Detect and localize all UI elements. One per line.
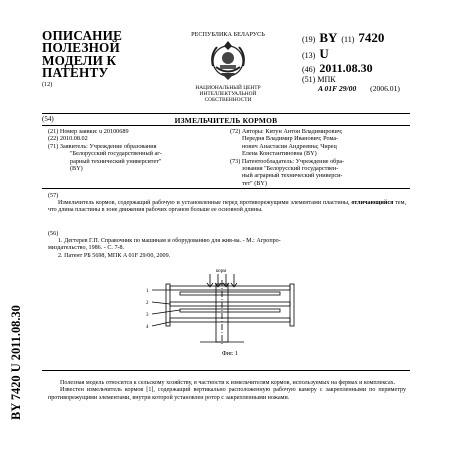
code-56: (56) <box>48 230 59 237</box>
code-12: (12) <box>42 81 53 88</box>
patent-number: 7420 <box>358 30 385 45</box>
meta-line: ный аграрный технический универси- <box>242 172 343 180</box>
claim-text <box>48 200 406 215</box>
callout-label: 3 <box>146 313 149 318</box>
code-51: (51) <box>302 75 316 84</box>
meta-line: (22) 2010.08.02 <box>48 135 88 143</box>
meta-line: рарный технический университет" <box>70 157 162 165</box>
code-54: (54) <box>42 115 54 123</box>
authors-metadata <box>230 128 410 187</box>
claim-part: тем, что длина пластины в зоне движения рабочих органов больше ее основной длины. <box>48 200 406 214</box>
mpk-label: МПК <box>317 75 336 84</box>
reference-list <box>48 238 406 260</box>
code-19: (19) <box>302 35 316 44</box>
mpk-class: A 01F 29/00 <box>318 84 357 93</box>
title-line: ПОЛЕЗНОЙ <box>42 40 120 56</box>
description-paragraph: Полезная модель относится к сельскому хозяйству, в частности к измельчителям кормов, используемых на фермах и комплексах. <box>60 380 396 386</box>
reference-line: 1. Дегтерев Г.П. Справочник по машинам и оборудованию для жив-ва. - М.: Агропро- <box>58 238 281 244</box>
state-emblem-icon <box>208 40 248 82</box>
meta-line: нович Анастасия Андреевна; Чирец <box>242 142 337 150</box>
figure-drawing <box>140 266 320 348</box>
code-46: (46) <box>302 65 316 74</box>
office-line: ИНТЕЛЛЕКТУАЛЬНОЙ <box>199 91 257 98</box>
title-line: ПАТЕНТУ <box>42 65 109 81</box>
office-line: СОБСТВЕННОСТИ <box>204 97 252 104</box>
callout-label: 2 <box>146 301 149 306</box>
kind-code: U <box>319 46 329 61</box>
meta-line: зования "Белорусский государствен- <box>242 165 339 173</box>
title-line: ОПИСАНИЕ <box>42 28 123 43</box>
claim-emphasis: отличающийся <box>351 200 394 206</box>
invention-title: ИЗМЕЛЬЧИТЕЛЬ КОРМОВ <box>174 116 278 125</box>
vertical-patent-id: BY 7420 U 2011.08.30 <box>9 305 23 420</box>
reference-line: 2. Патент РБ 5698, МПК A 01F 29/00, 2009. <box>58 252 171 259</box>
callout-label: 1 <box>146 289 149 294</box>
code-11: (11) <box>341 35 355 44</box>
meta-line: "Белорусский государственный аг- <box>70 150 162 158</box>
reference-line: миздательство, 1986. - С. 7-8. <box>48 245 125 252</box>
mpk-year: (2006.01) <box>370 84 400 93</box>
meta-line: (72) Авторы: Китун Антон Владимирович; <box>230 128 343 135</box>
document-title <box>42 30 152 80</box>
description-paragraph: Известен измельчитель кормов [1], содержащий вертикально расположенную рабочую камеру с закрепленными по периметру противорежущими элементами, внутри которой установлен ротор с закрепленными ножами. <box>48 387 406 401</box>
code-57: (57) <box>48 192 59 199</box>
meta-line: (21) Номер заявки: u 20100689 <box>48 128 129 135</box>
country-name: РЕСПУБЛИКА БЕЛАРУСЬ <box>191 31 265 38</box>
application-metadata <box>48 128 218 172</box>
code-13: (13) <box>302 51 316 60</box>
meta-line: тет" (BY) <box>242 179 267 187</box>
mpk-class-line <box>318 84 400 93</box>
meta-line: (73) Патентообладатель: Учреждение обра- <box>230 157 345 165</box>
figure-input-label: корм <box>216 269 227 274</box>
meta-line: Елена Константиновна (BY) <box>242 150 317 158</box>
office-line: НАЦИОНАЛЬНЫЙ ЦЕНТР <box>195 85 261 91</box>
divider <box>42 125 410 126</box>
mpk-line <box>302 75 336 84</box>
figure-caption: Фиг. 1 <box>221 350 239 357</box>
callout-label: 4 <box>146 325 149 330</box>
meta-line: (71) Заявитель: Учреждение образования <box>48 142 157 150</box>
publication-date: 2011.08.30 <box>319 61 373 75</box>
divider <box>42 113 410 114</box>
patent-office-name <box>178 85 278 103</box>
title-line: МОДЕЛИ К <box>42 52 117 68</box>
description <box>48 380 406 402</box>
meta-line: (BY) <box>70 165 83 173</box>
divider <box>42 188 410 189</box>
country-code: BY <box>319 30 338 45</box>
claim-part: Измельчитель кормов, содержащий рабочую и установленные перед противорежущими элементами пластины, <box>58 200 350 206</box>
divider <box>42 370 410 371</box>
meta-line: Передня Владимир Иванович; Рома- <box>242 135 339 143</box>
